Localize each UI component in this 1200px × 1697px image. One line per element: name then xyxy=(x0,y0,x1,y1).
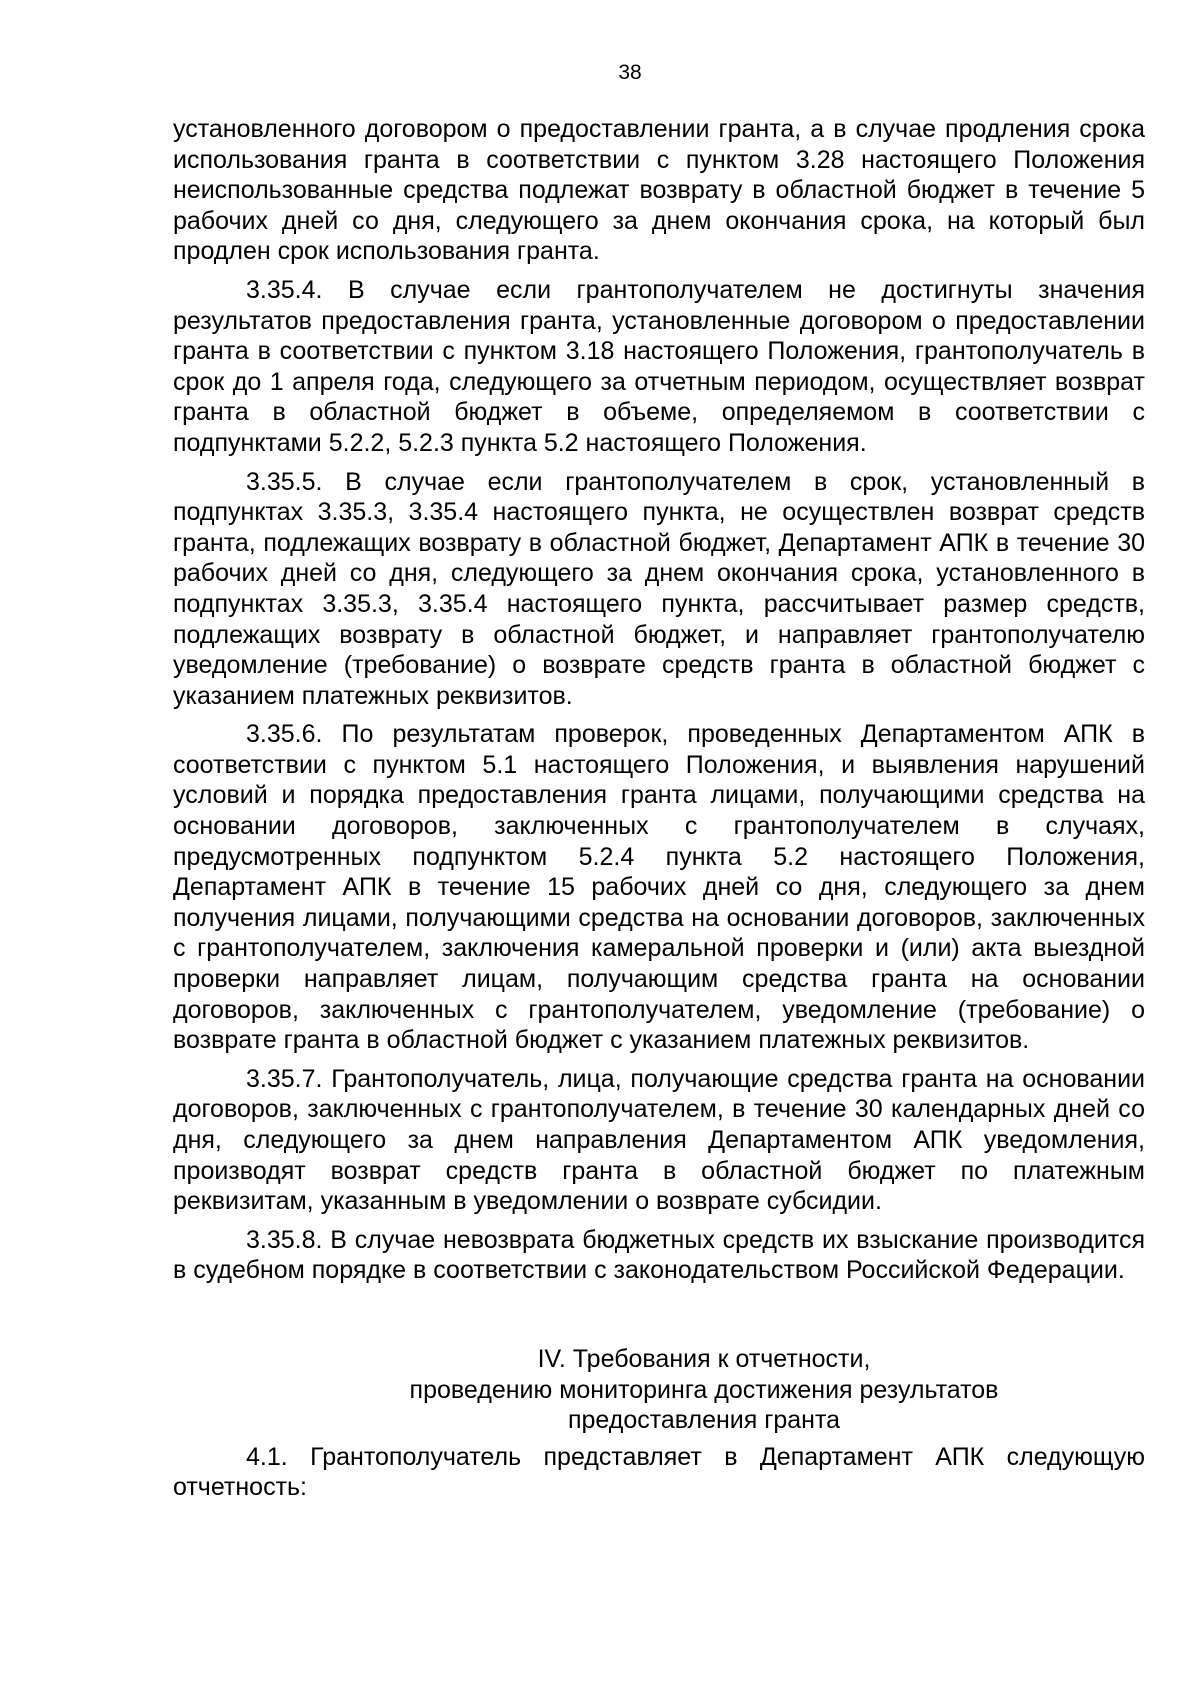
paragraph-4-1: 4.1. Грантополучатель представляет в Департамент АПК следующую отчетность: xyxy=(173,1442,1145,1502)
section-heading xyxy=(173,1344,1145,1436)
paragraph-3-35-6: 3.35.6. По результатам проверок, проведенных Департаментом АПК в соответствии с пунктом 5.1 настоящего Положения, и выявления нарушений условий и порядка предоставления гранта лицами, получающими средства на основании договоров, заключенных с грантополучателем в случаях, предусмотренных подпунктом 5.2.4 пункта 5.2 настоящего Положения, Департамент АПК в течение 15 рабочих дней со дня, следующего за днем получения лицами, получающими средства на основании договоров, заключенных с грантополучателем, заключения камеральной проверки и (или) акта выездной проверки направляет лицам, получающим средства гранта на основании договоров, заключенных с грантополучателем, уведомление (требование) о возврате гранта в областной бюджет с указанием платежных реквизитов. xyxy=(173,720,1145,1055)
section-heading-line-3: предоставления гранта xyxy=(567,1406,841,1435)
section-heading-line-1: IV. Требования к отчетности, xyxy=(537,1344,871,1373)
paragraph-3-35-7: 3.35.7. Грантополучатель, лица, получающие средства гранта на основании договоров, заключенных с грантополучателем, в течение 30 календарных дней со дня, следующего за днем направления Департаментом АПК уведомления, производят возврат средств гранта в областной бюджет по платежным реквизитам, указанным в уведомлении о возврате субсидии. xyxy=(173,1064,1145,1216)
page-number: 38 xyxy=(618,61,642,84)
paragraph-continuation: установленного договором о предоставлении гранта, а в случае продления срока использования гранта в соответствии с пунктом 3.28 настоящего Положения неиспользованные средства подлежат возврату в областной бюджет в течение 5 рабочих дней со дня, следующего за днем окончания срока, на который был продлен срок использования гранта. xyxy=(173,115,1145,266)
paragraph-3-35-5: 3.35.5. В случае если грантополучателем в срок, установленный в подпунктах 3.35.3, 3.35.4 настоящего пункта, не осуществлен возврат средств гранта, подлежащих возврату в областной бюджет, Департамент АПК в течение 30 рабочих дней со дня, следующего за днем окончания срока, установленного в подпунктах 3.35.3, 3.35.4 настоящего пункта, рассчитывает размер средств, подлежащих возврату в областной бюджет, и направляет грантополучателю уведомление (требование) о возврате средств гранта в областной бюджет с указанием платежных реквизитов. xyxy=(173,467,1145,710)
paragraph-3-35-4: 3.35.4. В случае если грантополучателем не достигнуты значения результатов предоставления гранта, установленные договором о предоставлении гранта в соответствии с пунктом 3.18 настоящего Положения, грантополучатель в срок до 1 апреля года, следующего за отчетным периодом, осуществляет возврат гранта в областной бюджет в объеме, определяемом в соответствии с подпунктами 5.2.2, 5.2.3 пункта 5.2 настоящего Положения. xyxy=(173,275,1145,457)
document-body xyxy=(173,114,1145,1511)
paragraph-3-35-8: 3.35.8. В случае невозврата бюджетных средств их взыскание производится в судебном порядке в соответствии с законодательством Российской Федерации. xyxy=(173,1225,1145,1285)
section-heading-line-2: проведению мониторинга достижения результатов xyxy=(409,1375,999,1404)
